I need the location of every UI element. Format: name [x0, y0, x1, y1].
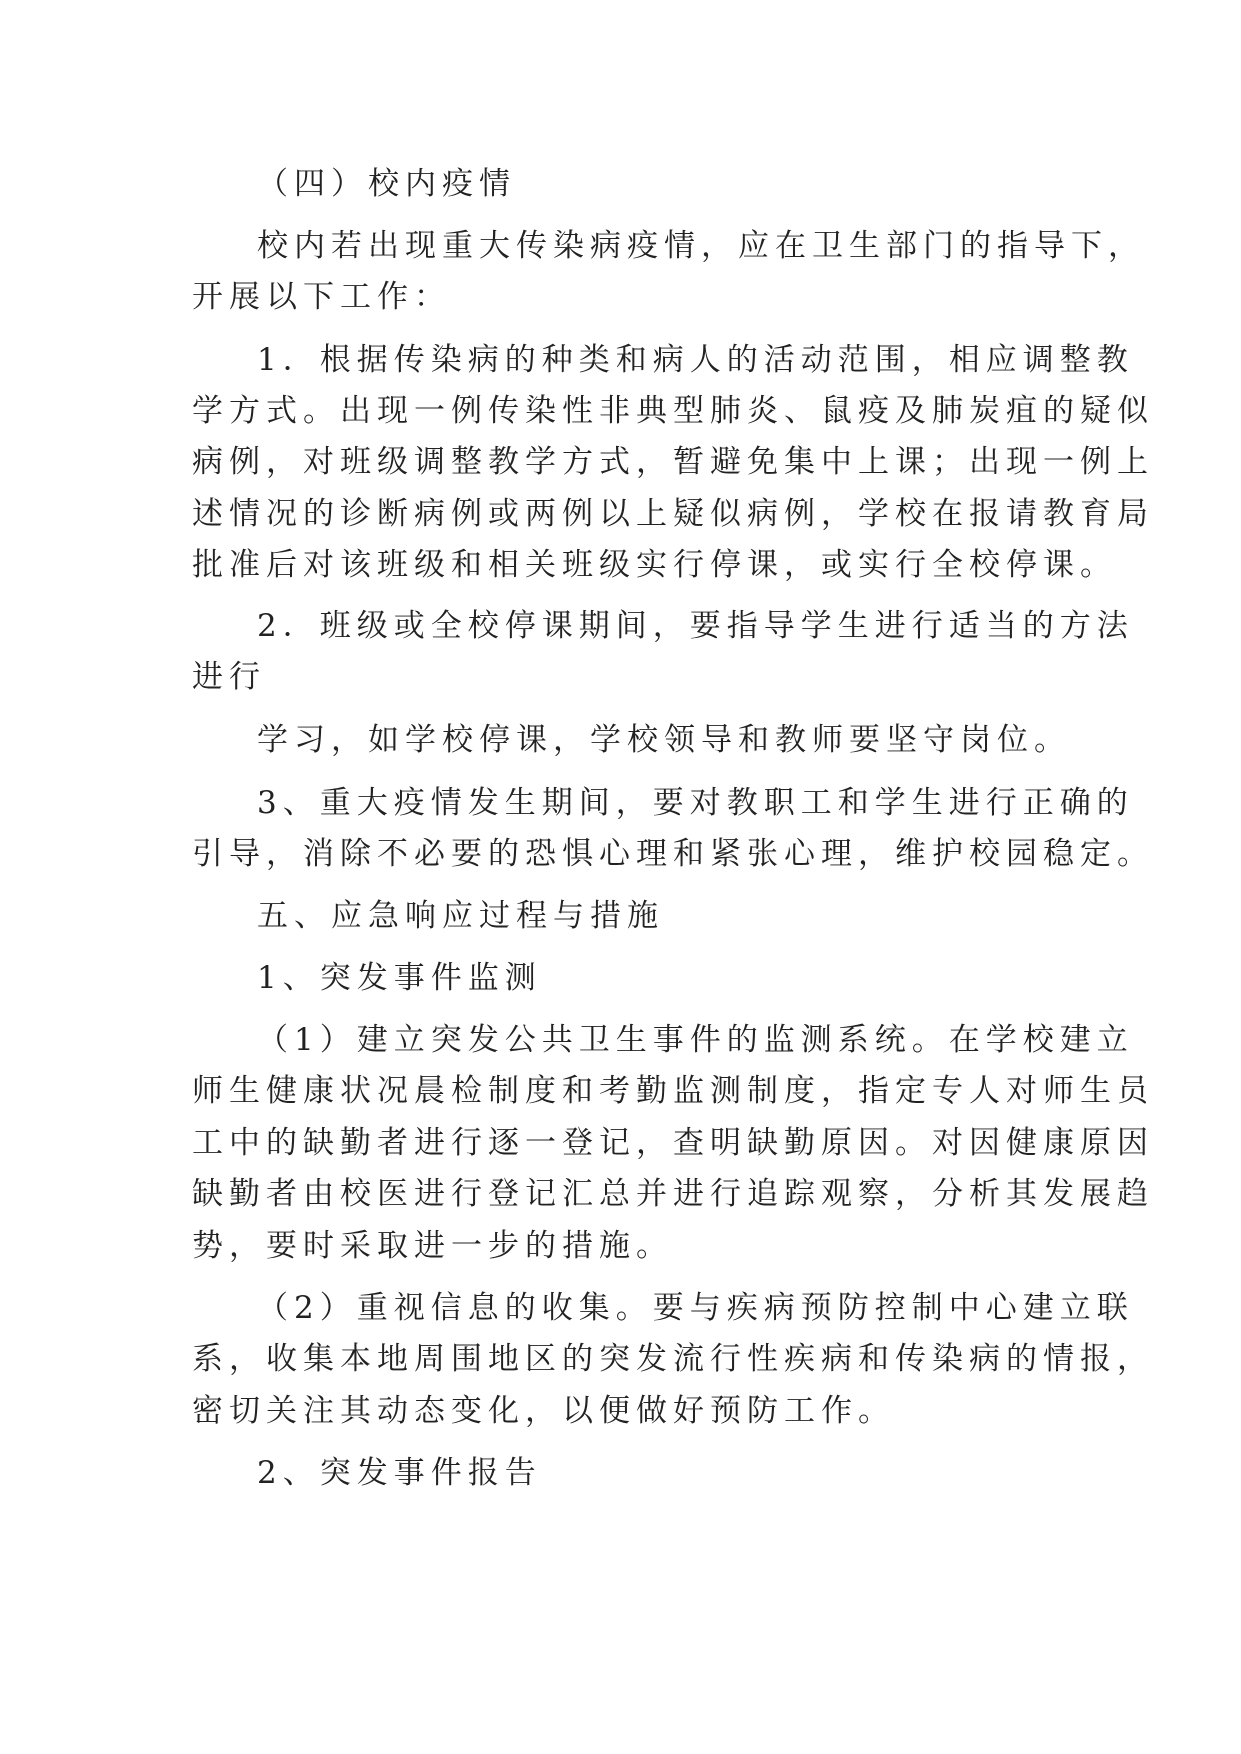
paragraph-line: 工中的缺勤者进行逐一登记，查明缺勤原因。对因健康原因	[192, 1125, 1154, 1161]
subsection-heading-event-monitoring: 1、突发事件监测	[257, 960, 542, 996]
paragraph-line: 开展以下工作：	[192, 279, 451, 315]
list-item-line: 批准后对该班级和相关班级实行停课，或实行全校停课。	[192, 547, 1117, 583]
list-item-line: 述情况的诊断病例或两例以上疑似病例，学校在报请教育局	[192, 496, 1154, 532]
paragraph-line: 系，收集本地周围地区的突发流行性疾病和传染病的情报，	[192, 1341, 1154, 1377]
section-heading-campus-epidemic: （四）校内疫情	[257, 166, 516, 202]
list-item-line: 病例，对班级调整教学方式，暂避免集中上课；出现一例上	[192, 444, 1154, 480]
list-item-line: 1．根据传染病的种类和病人的活动范围，相应调整教	[257, 342, 1134, 378]
list-item-line: 2．班级或全校停课期间，要指导学生进行适当的方法	[257, 608, 1134, 644]
list-item-line: 学方式。出现一例传染性非典型肺炎、鼠疫及肺炭疽的疑似	[192, 393, 1154, 429]
paragraph-line: 缺勤者由校医进行登记汇总并进行追踪观察，分析其发展趋	[192, 1176, 1154, 1212]
paragraph-line: 密切关注其动态变化，以便做好预防工作。	[192, 1393, 895, 1429]
paragraph-line: 师生健康状况晨检制度和考勤监测制度，指定专人对师生员	[192, 1073, 1154, 1109]
paragraph-line: 学习，如学校停课，学校领导和教师要坚守岗位。	[257, 722, 1071, 758]
list-item-line: 3、重大疫情发生期间，要对教职工和学生进行正确的	[257, 785, 1134, 821]
list-item-line: 进行	[192, 659, 266, 695]
paragraph-line: 势，要时采取进一步的措施。	[192, 1228, 673, 1264]
list-item-line: 引导，消除不必要的恐惧心理和紧张心理，维护校园稳定。	[192, 836, 1154, 872]
section-heading-emergency-response: 五、应急响应过程与措施	[257, 898, 664, 934]
paragraph-line: 校内若出现重大传染病疫情，应在卫生部门的指导下，	[257, 228, 1145, 264]
subsection-heading-event-report: 2、突发事件报告	[257, 1455, 542, 1491]
paragraph-line: （1）建立突发公共卫生事件的监测系统。在学校建立	[257, 1022, 1134, 1058]
paragraph-line: （2）重视信息的收集。要与疾病预防控制中心建立联	[257, 1290, 1134, 1326]
